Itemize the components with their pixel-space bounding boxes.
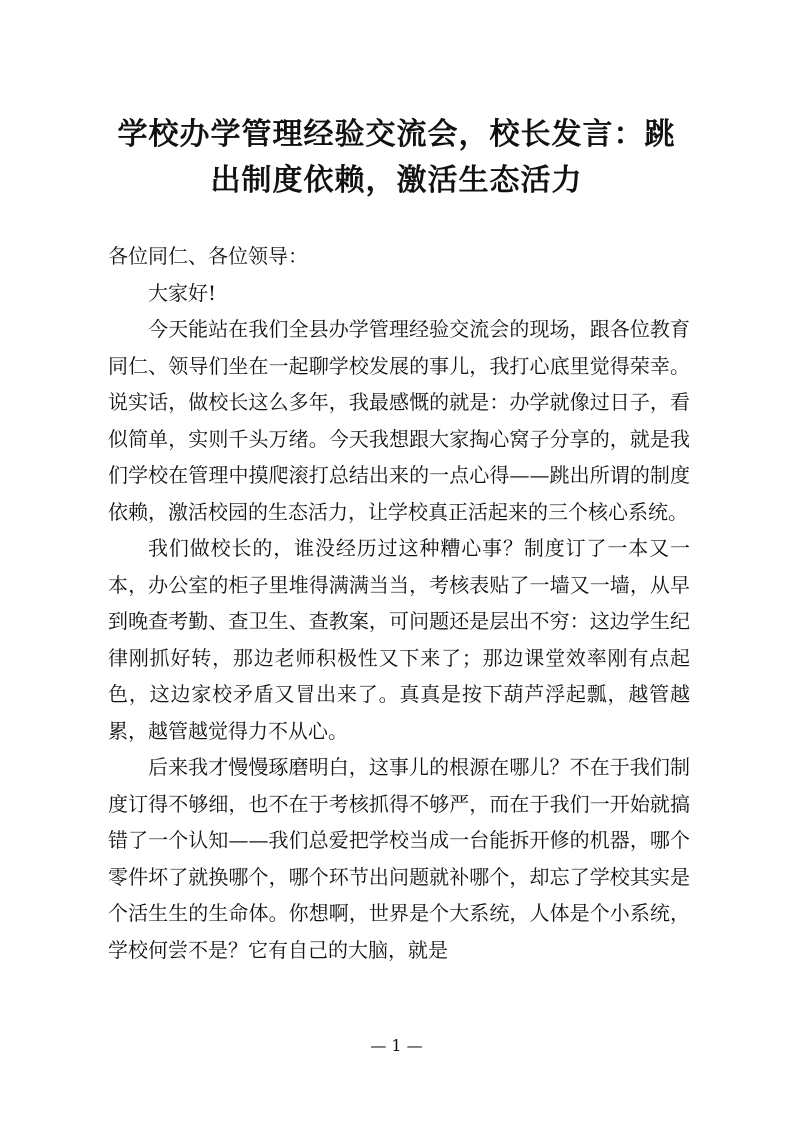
paragraph: 今天能站在我们全县办学管理经验交流会的现场，跟各位教育同仁、领导们坐在一起聊学校发展的事儿，我打心底里觉得荣幸。说实话，做校长这么多年，我最感慨的就是：办学就像过日子，看似简单，实则千头万绪。今天我想跟大家掏心窝子分享的，就是我们学校在管理中摸爬滚打总结出来的一点心得——跳出所谓的制度依赖，激活校园的生态活力，让学校真正活起来的三个核心系统。	[108, 317, 690, 524]
title-line-1: 学校办学管理经验交流会，校长发言：跳	[117, 117, 676, 152]
paragraph: 后来我才慢慢琢磨明白，这事儿的根源在哪儿？不在于我们制度订得不够细，也不在于考核抓得不够严，而在于我们一开始就搞错了一个认知——我们总爱把学校当成一台能拆开修的机器，哪个零件坏了就换哪个，哪个环节出问题就补哪个，却忘了学校其实是个活生生的生命体。你想啊，世界是个大系统，人体是个小系统，学校何尝不是？它有自己的大脑，就是	[108, 755, 690, 962]
greeting: 大家好!	[148, 280, 217, 305]
title-line-2: 出制度依赖，激活生态活力	[210, 163, 583, 198]
page-number: — 1 —	[370, 1036, 423, 1055]
document-body	[108, 238, 690, 968]
document-title	[100, 112, 693, 204]
paragraph: 我们做校长的，谁没经历过这种糟心事？制度订了一本又一本，办公室的柜子里堆得满满当当，考核表贴了一墙又一墙，从早到晚查考勤、查卫生、查教案，可问题还是层出不穷：这边学生纪律刚抓好转，那边老师积极性又下来了；那边课堂效率刚有点起色，这边家校矛盾又冒出来了。真真是按下葫芦浮起瓢，越管越累，越管越觉得力不从心。	[108, 536, 690, 743]
salutation: 各位同仁、各位领导：	[108, 244, 308, 268]
